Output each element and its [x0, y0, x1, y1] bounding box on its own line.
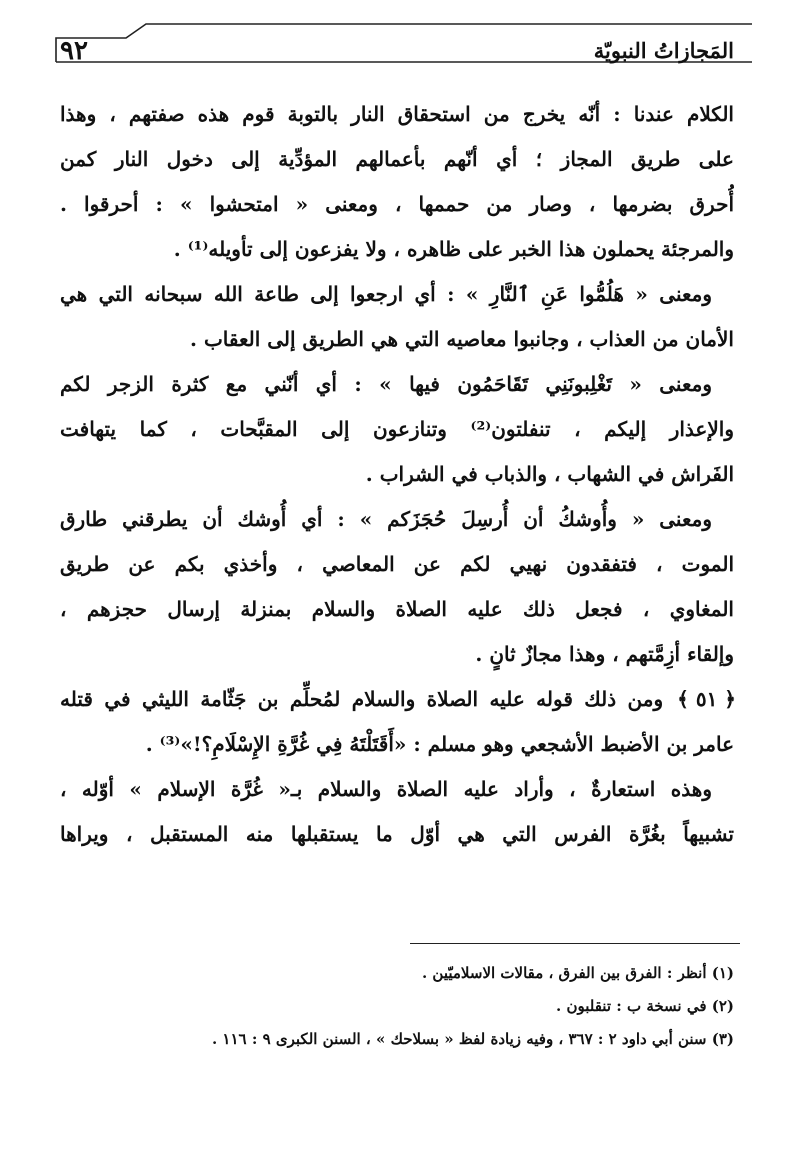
- text-line: ومعنى « وأُوشكُ أن أُرسِلَ حُجَزَكم » : أي أُوشك أن يطرقني طارق: [60, 507, 712, 531]
- text-line: والإعذار إليكم ، تنفلتون⁽²⁾ وتنازعون إلى المقبَّحات ، كما يتهافت: [60, 417, 734, 441]
- text-line: والمرجئة يحملون هذا الخبر على ظاهره ، ولا يفزعون إلى تأويله⁽¹⁾ .: [173, 237, 734, 261]
- text-line: المغاوي ، فجعل ذلك عليه الصلاة والسلام بمنزلة إرسال حجزهم ،: [60, 597, 734, 621]
- footnote: (٣) سنن أبي داود ٢ : ٣٦٧ ، وفيه زيادة لفظ « بسلاحك » ، السنن الكبرى ٩ : ١١٦ .: [211, 1030, 734, 1048]
- text-line: وإلقاء أزِمَّتهم ، وهذا مجازٌ ثانٍ .: [475, 642, 734, 666]
- footnote: (٢) في نسخة ب : تنقلبون .: [556, 997, 734, 1015]
- main-text: [60, 92, 734, 857]
- footnotes: [60, 957, 734, 1056]
- text-line: تشبيهاً بغُرَّة الفرس التي هي أوّل ما يستقبلها منه المستقبل ، ويراها: [60, 822, 734, 846]
- item-number: ﴿ ٥١ ﴾: [677, 687, 736, 711]
- text-line: ومعنى « تَغْلِبونَنِي تَقَاحَمُون فيها » : أي أنّني مع كثرة الزجر لكم: [60, 372, 712, 396]
- footnote-separator: [410, 943, 740, 944]
- text-line: ومعنى « هَلُمُّوا عَنِ ٱلنَّارِ » : أي ارجعوا إلى طاعة الله سبحانه التي هي: [60, 282, 712, 306]
- text-line: على طريق المجاز ؛ أي أنّهم بأعمالهم المؤدِّية إلى دخول النار كمن: [60, 147, 734, 171]
- text-line-numbered: [60, 677, 736, 722]
- text-line: عامر بن الأضبط الأشجعي وهو مسلم : «أَقَتَلْتَهُ فِي غُرَّةِ الإِسْلَامِ؟!»⁽³⁾ .: [145, 732, 734, 756]
- text-line: أُحرق بضرمها ، وصار من حممها ، ومعنى « امتحشوا » : أحرقوا .: [60, 192, 734, 216]
- text-line: الكلام عندنا : أنّه يخرج من استحقاق النار بالتوبة قوم هذه صفتهم ، وهذا: [60, 102, 734, 126]
- text-line: الموت ، فتفقدون نهيي لكم عن المعاصي ، وأخذي بكم عن طريق: [60, 552, 734, 576]
- text-line: الأمان من العذاب ، وجانبوا معاصيه التي هي الطريق إلى العقاب .: [190, 327, 734, 351]
- footnote: (١) أنظر : الفرق بين الفرق ، مقالات الاسلاميّين .: [421, 964, 734, 982]
- text-line: الفَراش في الشهاب ، والذباب في الشراب .: [365, 462, 734, 486]
- running-header-title: المَجازاتُ النبويّة: [593, 38, 734, 63]
- text-line: وهذه استعارةٌ ، وأراد عليه الصلاة والسلام بـ« غُرَّة الإسلام » أوّله ،: [60, 777, 712, 801]
- page-number: ٩٢: [60, 36, 88, 66]
- text-line-content: ومن ذلك قوله عليه الصلاة والسلام لمُحلِّم بن جَثّامة الليثي في قتله: [60, 687, 664, 711]
